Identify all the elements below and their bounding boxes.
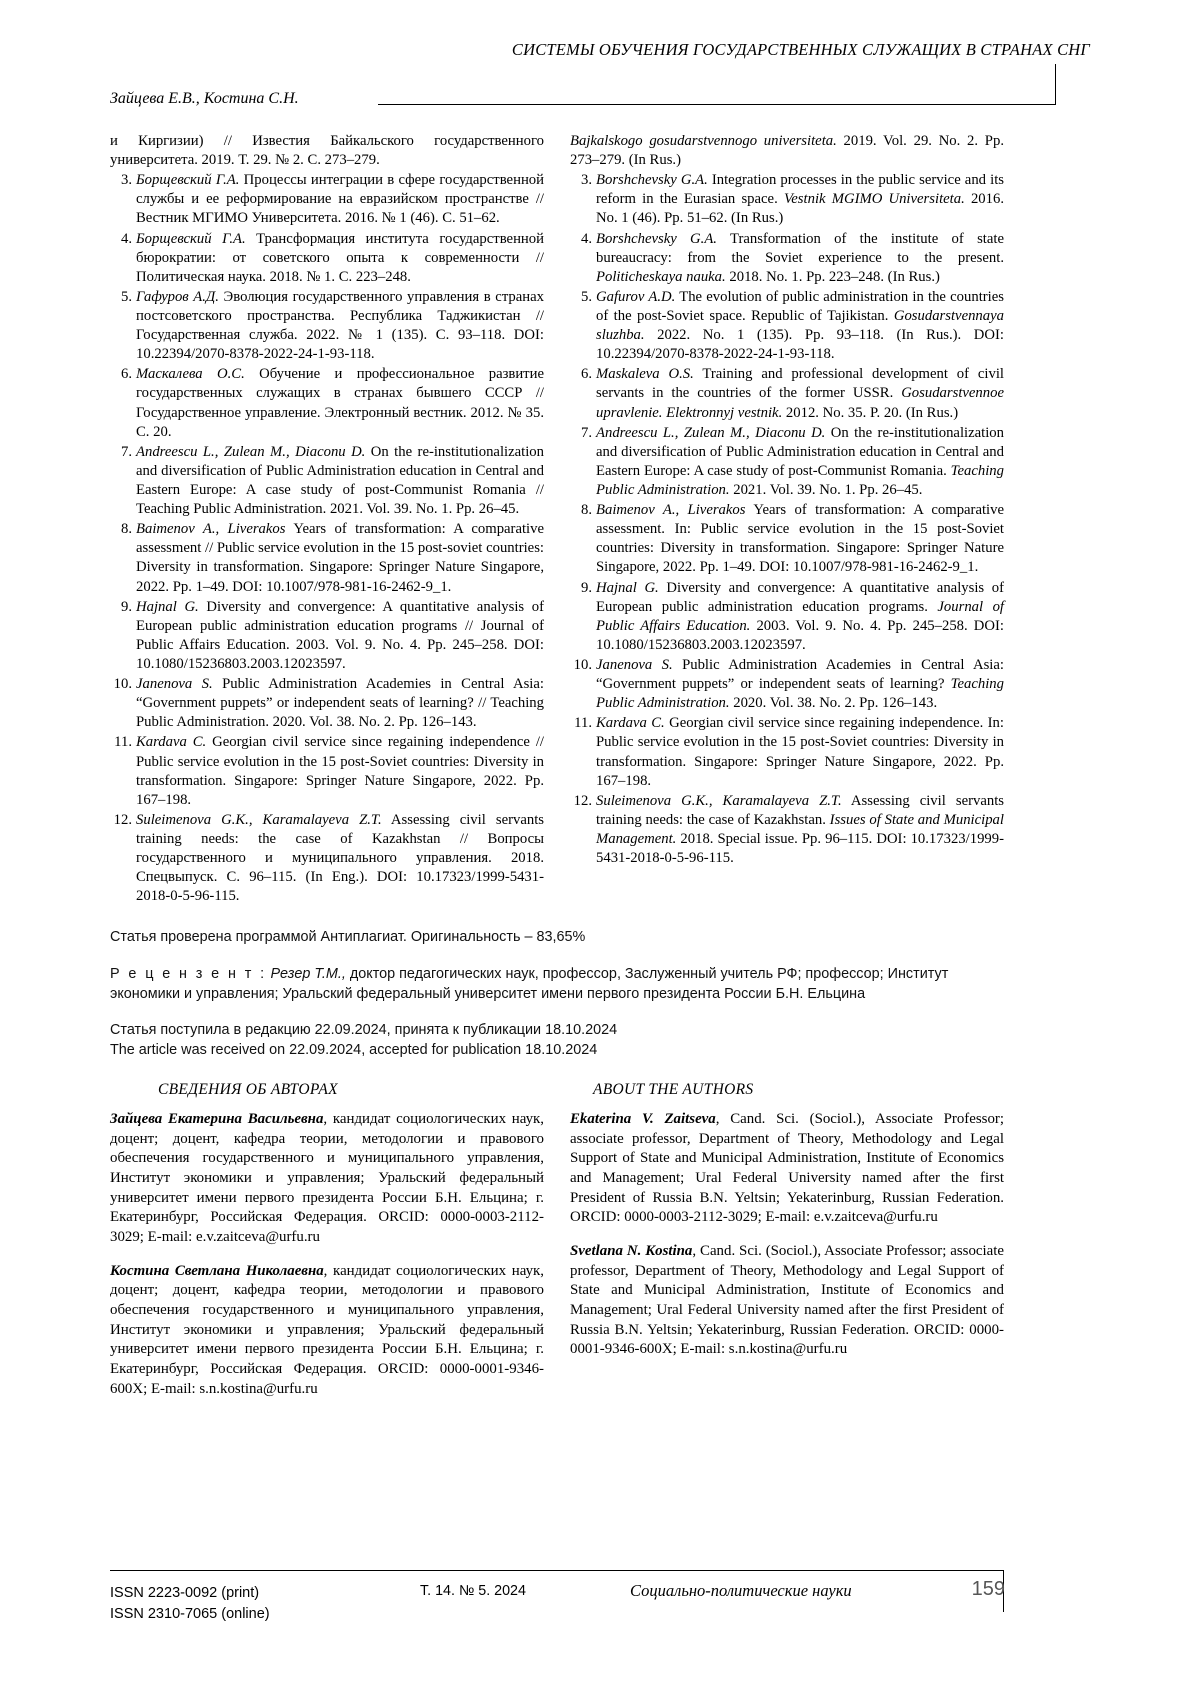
reference-item [110, 598, 544, 674]
reference-source-title: Issues of State and Municipal Management. [596, 811, 1004, 847]
reference-item [570, 288, 1004, 364]
reference-source-title: Journal of Public Affairs Education. [596, 598, 1004, 634]
reference-text: Integration processes in the public service and its reform in the Eurasian space. [596, 172, 1004, 208]
reference-item [110, 675, 544, 732]
reference-number: 8. [580, 502, 592, 519]
reference-number: 4. [580, 230, 592, 247]
reference-tail: 2003. Vol. 9. No. 4. Pp. 245–258. DOI: 10.1080/15236803.2003.12023597. [596, 617, 1004, 653]
reference-authors: Suleimenova G.K., Karamalayeva Z.T. [596, 792, 842, 809]
reference-text: Georgian civil service since regaining independence. In: Public service evolution in the 15 post-Soviet countries: Diversity in transformation. Singapore: Springer Nature Singapore, 2022. Pp. 167–198. [596, 715, 1004, 789]
reference-number: 7. [120, 443, 132, 460]
continuation-rest: 2019. Vol. 29. No. 2. Pp. 273–279. (In Rus.) [570, 133, 1004, 169]
issn-online: ISSN 2310-7065 (online) [110, 1606, 270, 1623]
author-name: Зайцева Екатерина Васильевна [110, 1111, 324, 1127]
reference-number: 12. [573, 792, 592, 809]
footer-volume: Т. 14. № 5. 2024 [420, 1583, 526, 1599]
reference-text: The evolution of public administration in the countries of the post-Soviet space. Republic of Tajikistan. [596, 288, 1004, 324]
reference-number: 8. [120, 521, 132, 538]
reviewer-text: доктор педагогических наук, профессор, Заслуженный учитель РФ; профессор; Институт экономики и управления; Уральский федеральный университет имени первого президента России Б.Н. Ельцина [110, 966, 949, 1003]
reference-authors: Andreescu L., Zulean M., Diaconu D. [596, 424, 826, 441]
reference-text: Трансформация института государственной бюрократии: от советского опыта к современности // Политическая наука. 2018. № 1. С. 223–248. [136, 230, 544, 285]
about-heading-en: ABOUT THE AUTHORS [593, 1081, 754, 1098]
reference-number: 11. [114, 734, 132, 751]
reference-number: 10. [113, 676, 132, 693]
reference-item [570, 171, 1004, 228]
reference-item [110, 171, 544, 228]
reference-authors: Baimenov A., Liverakos [136, 521, 286, 538]
reference-text: Public Administration Academies in Central Asia: “Government puppets” or independent seats of learning? [596, 656, 1004, 693]
reference-authors: Borshchevsky G.A. [596, 230, 717, 247]
reference-tail: 2016. No. 1 (46). Pp. 51–62. (In Rus.) [596, 191, 1004, 227]
reviewer-name: Резер Т.М., [270, 966, 346, 982]
reference-tail: 2018. Special issue. Pp. 96–115. DOI: 10.17323/1999-5431-2018-0-5-96-115. [596, 830, 1004, 867]
reference-list-ru [110, 171, 544, 906]
reference-authors: Janenova S. [136, 676, 213, 693]
references-russian-column [110, 132, 544, 906]
reference-item [570, 656, 1004, 713]
reference-number: 4. [120, 230, 132, 247]
reference-authors: Maskaleva O.S. [596, 366, 694, 383]
reference-number: 12. [113, 811, 132, 828]
reference-item [570, 365, 1004, 422]
reference-text: Diversity and convergence: A quantitative analysis of European public administration education programs // Journal of Public Affairs Education. 2003. Vol. 9. No. 4. Pp. 245–258. DOI: 10.1080/15236803.2003.12023597. [136, 598, 545, 672]
reference-text: On the re-institutionalization and diversification of Public Administration education in Central and Eastern Europe: A case study of post-Communist Romania // Teaching Public Administration. 2021. Vol. 39. No. 1. Pp. 26–45. [136, 443, 544, 518]
reference-number: 9. [120, 598, 132, 615]
reference-number: 3. [120, 172, 132, 189]
reference-item [570, 501, 1004, 577]
author-name: Svetlana N. Kostina [570, 1243, 693, 1260]
reference-text: Diversity and convergence: A quantitative analysis of European public administration education programs. [596, 579, 1005, 615]
reference-number: 5. [120, 288, 132, 305]
reviewer-label: Р е ц е н з е н т : [110, 966, 267, 982]
reference-item [570, 714, 1004, 790]
reference-item [110, 365, 544, 441]
references-english-column [570, 132, 1004, 868]
reference-text: Years of transformation: A comparative assessment // Public service evolution in the 15 post-soviet countries: Diversity in transformation. Singapore: Springer Nature Singapore, 2022. Pp. 1–49. DOI: 10.1007/978-981-16-2462-9_1. [136, 521, 544, 595]
reference-item [110, 443, 544, 519]
author-affiliation: , кандидат социологических наук, доцент; доцент, кафедра теории, методологии и правового обеспечения государственного и муниципального управления, Институт экономики и управления; Уральский федеральный университет имени первого президента России Б.Н. Ельцина; г. Екатеринбург, Российская Федерация. ORCID: 0000-0001-9346-600X; E-mail: s.n.kostina@urfu.ru [110, 1262, 544, 1397]
author-name: Костина Светлана Николаевна [110, 1262, 324, 1279]
reference-text: Training and professional development of civil servants in the countries of the former USSR. [596, 366, 1004, 402]
reference-continuation-en [570, 132, 1004, 170]
header-rule-vertical [1055, 64, 1056, 105]
issn-print: ISSN 2223-0092 (print) [110, 1585, 260, 1601]
reference-tail: 2020. Vol. 38. No. 2. Pp. 126–143. [729, 695, 938, 712]
reference-authors: Janenova S. [596, 656, 673, 673]
reference-authors: Hajnal G. [136, 598, 199, 615]
reference-authors: Kardava C. [136, 734, 207, 751]
reference-number: 6. [580, 366, 592, 383]
reference-item [570, 230, 1004, 287]
reference-authors: Baimenov A., Liverakos [596, 502, 746, 519]
reference-authors: Борщевский Г.А. [136, 230, 246, 247]
antiplagiat-note: Статья проверена программой Антиплагиат. Оригинальность – 83,65% [110, 929, 586, 945]
reference-source-title: Gosudarstvennaya sluzhba. [596, 307, 1004, 344]
reference-text: Процессы интеграции в сфере государственной службы и ее реформирование на евразийском пространстве // Вестник МГИМО Университета. 2016. № 1 (46). С. 51–62. [136, 172, 545, 227]
reference-item [110, 288, 544, 364]
reference-number: 9. [580, 579, 592, 596]
reference-item [570, 579, 1004, 655]
reference-continuation: и Киргизии) // Известия Байкальского государственного университета. 2019. Т. 29. № 2. С. 273–279. [110, 133, 544, 169]
author-bio [570, 1242, 1004, 1360]
reference-authors: Борщевский Г.А. [136, 172, 240, 189]
page-number: 159 [971, 1578, 1005, 1600]
reference-number: 10. [573, 656, 592, 673]
reviewer-note [110, 964, 1004, 1005]
reference-source-title: Teaching Public Administration. [596, 462, 1004, 498]
reference-text: Assessing civil servants training needs: the case of Kazakhstan // Вопросы государственного и муниципального управления. 2018. Спецвыпуск. С. 96–115. (In Eng.). DOI: 10.17323/1999-5431-2018-0-5-96-115. [136, 811, 544, 905]
reference-number: 6. [120, 366, 132, 383]
author-affiliation: , Cand. Sci. (Sociol.), Associate Professor; associate professor, Department of Theory, Methodology and Legal Support of State and Municipal Administration, Institute of Economics and Management; Ural Federal University named after the first President of Russia B.N. Yeltsin; Yekaterinburg, Russian Federation. ORCID: 0000-0003-2112-3029; E-mail: e.v.zaitceva@urfu.ru [570, 1111, 1004, 1226]
about-authors-en [570, 1110, 1004, 1374]
reference-source-title: Vestnik MGIMO Universiteta. [783, 191, 965, 208]
reference-item [110, 811, 544, 907]
running-head: СИСТЕМЫ ОБУЧЕНИЯ ГОСУДАРСТВЕННЫХ СЛУЖАЩИХ В СТРАНАХ СНГ [511, 40, 1090, 59]
reference-source-title: Teaching Public Administration. [596, 676, 1004, 712]
header-authors: Зайцева Е.В., Костина С.Н. [110, 90, 299, 107]
author-bio [570, 1110, 1004, 1228]
reference-text: Эволюция государственного управления в странах постсоветского пространства. Республика Таджикистан // Государственная служба. 2022. № 1 (135). С. 93–118. DOI: 10.22394/2070-8378-2022-24-1-93-118. [136, 288, 545, 363]
reference-authors: Kardava C. [596, 715, 665, 732]
author-bio [110, 1262, 544, 1400]
reference-source-title: Gosudarstvennoe upravlenie. Elektronnyj vestnik. [596, 385, 1004, 421]
reference-tail: 2022. No. 1 (135). Pp. 93–118. (In Rus.). DOI: 10.22394/2070-8378-2022-24-1-93-118. [596, 327, 1004, 363]
author-name: Ekaterina V. Zaitseva [570, 1111, 716, 1127]
received-ru: Статья поступила в редакцию 22.09.2024, принята к публикации 18.10.2024 [110, 1022, 618, 1038]
reference-tail: 2012. No. 35. P. 20. (In Rus.) [782, 404, 959, 421]
reference-text: Georgian civil service since regaining independence // Public service evolution in the 15 post-Soviet countries: Diversity in transformation. Singapore: Springer Nature Singapore, 2022. Pp. 167–198. [136, 734, 544, 808]
received-en: The article was received on 22.09.2024, accepted for publication 18.10.2024 [110, 1042, 598, 1059]
reference-list-en [570, 171, 1004, 868]
author-affiliation: , кандидат социологических наук, доцент; доцент, кафедра теории, методологии и правового обеспечения государственного и муниципального управления, Институт экономики и управления; Уральский федеральный университет имени первого президента России Б.Н. Ельцина; г. Екатеринбург, Российская Федерация. ORCID: 0000-0003-2112-3029; E-mail: e.v.zaitceva@urfu.ru [110, 1111, 545, 1246]
footer-journal-title: Социально-политические науки [630, 1581, 852, 1600]
reference-text: On the re-institutionalization and diversification of Public Administration education in Central and Eastern Europe: A case study of post-Communist Romania. [596, 424, 1004, 479]
about-authors-ru [110, 1110, 544, 1413]
reference-authors: Hajnal G. [596, 579, 659, 596]
reference-tail: 2018. No. 1. Pp. 223–248. (In Rus.) [725, 268, 940, 285]
reference-authors: Гафуров А.Д. [136, 288, 219, 305]
reference-authors: Маскалева О.С. [136, 366, 245, 383]
reference-text: Public Administration Academies in Central Asia: “Government puppets” or independent seats of learning? // Teaching Public Administration. 2020. Vol. 38. No. 2. Pp. 126–143. [136, 676, 544, 731]
reference-authors: Gafurov A.D. [596, 288, 676, 305]
reference-number: 7. [580, 424, 592, 441]
header-rule [378, 104, 1056, 105]
article-dates [110, 1020, 1004, 1061]
reference-text: Обучение и профессиональное развитие государственных служащих в странах бывшего СССР // Государственное управление. Электронный вестник. 2012. № 35. С. 20. [136, 366, 544, 440]
reference-number: 5. [580, 288, 592, 305]
reference-authors: Andreescu L., Zulean M., Diaconu D. [136, 443, 366, 460]
footer-issn [110, 1583, 270, 1625]
reference-number: 3. [580, 172, 592, 189]
reference-authors: Borshchevsky G.A. [596, 172, 708, 189]
reference-item [570, 792, 1004, 868]
about-heading-ru: СВЕДЕНИЯ ОБ АВТОРАХ [158, 1081, 338, 1098]
reference-source-title: Politicheskaya nauka. [596, 268, 726, 285]
reference-number: 11. [574, 715, 592, 732]
author-bio [110, 1110, 544, 1248]
reference-item [110, 230, 544, 287]
author-affiliation: , Cand. Sci. (Sociol.), Associate Professor; associate professor, Department of Theory, Methodology and Legal Support of State and Municipal Administration, Institute of Economics and Management; Ural Federal University named after the first President of Russia B.N. Yeltsin; Yekaterinburg, Russian Federation. ORCID: 0000-0001-9346-600X; E-mail: s.n.kostina@urfu.ru [570, 1243, 1004, 1358]
reference-item [570, 424, 1004, 500]
reference-authors: Suleimenova G.K., Karamalayeva Z.T. [136, 811, 382, 828]
reference-item [110, 733, 544, 809]
reference-item [110, 520, 544, 596]
continuation-source-title: Bajkalskogo gosudarstvennogo universiteta. [570, 133, 837, 149]
reference-text: Assessing civil servants training needs: the case of Kazakhstan. [596, 792, 1004, 828]
reference-tail: 2021. Vol. 39. No. 1. Pp. 26–45. [729, 481, 923, 498]
footer-rule [110, 1570, 1004, 1571]
reference-text: Transformation of the institute of state bureaucracy: from the Soviet experience to the present. [596, 230, 1004, 266]
reference-text: Years of transformation: A comparative assessment. In: Public service evolution in the 15 post-Soviet countries: Diversity in transformation. Singapore: Springer Nature Singapore, 2022. Pp. 1–49. DOI: 10.1007/978-981-16-2462-9_1. [596, 502, 1004, 576]
